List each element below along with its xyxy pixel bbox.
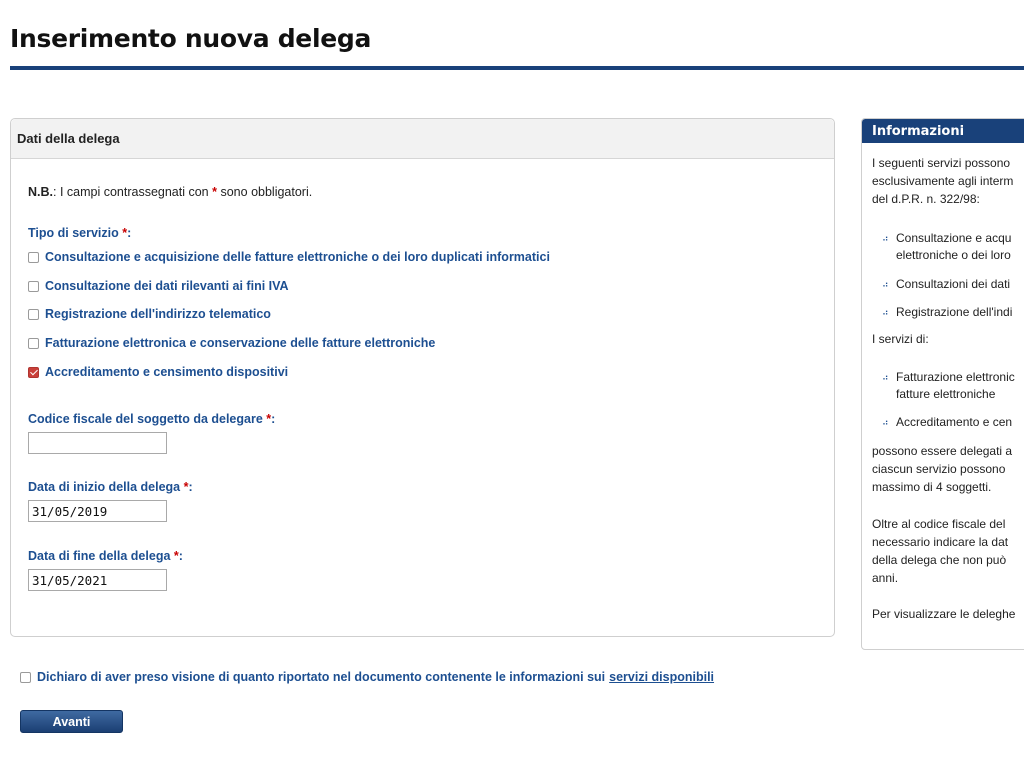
start-date-input[interactable] <box>28 500 167 522</box>
info-item-text: elettroniche o dei loro <box>896 248 1011 262</box>
info-item-text: Consultazioni dei dati <box>896 277 1011 291</box>
service-option-4[interactable] <box>28 336 435 350</box>
service-label-3[interactable]: Registrazione dell'indirizzo telematico <box>45 307 271 321</box>
required-asterisk: * <box>173 549 179 563</box>
service-checkbox-2[interactable] <box>28 281 39 292</box>
info-text: esclusivamente agli interm <box>872 174 1014 188</box>
info-text: I seguenti servizi possono <box>872 156 1011 170</box>
service-label-4[interactable]: Fatturazione elettronica e conservazione delle fatture elettroniche <box>45 336 436 350</box>
page-title: Inserimento nuova delega <box>10 24 372 53</box>
required-asterisk: * <box>183 480 189 494</box>
bullet-icon: ⠴ <box>882 307 889 317</box>
available-services-link[interactable]: servizi disponibili <box>609 670 715 684</box>
info-text: Oltre al codice fiscale del <box>872 517 1006 531</box>
declaration-text[interactable]: Dichiaro di aver preso visione di quanto riportato nel documento contenente le informazioni sui <box>37 670 606 684</box>
service-option-1[interactable] <box>28 250 550 264</box>
declaration-row[interactable] <box>20 670 714 684</box>
fiscal-code-input[interactable] <box>28 432 167 454</box>
info-text: Per visualizzare le deleghe <box>872 607 1016 621</box>
info-item-text: Registrazione dell'indi <box>896 305 1013 319</box>
info-item-text: Fatturazione elettronic <box>896 370 1015 384</box>
info-text: massimo di 4 soggetti. <box>872 480 992 494</box>
info-text: della delega che non può <box>872 553 1007 567</box>
service-label-5[interactable]: Accreditamento e censimento dispositivi <box>45 365 289 379</box>
service-option-5[interactable] <box>28 365 288 379</box>
service-checkbox-4[interactable] <box>28 338 39 349</box>
info-item-text: Consultazione e acqu <box>896 231 1012 245</box>
note-prefix: N.B. <box>28 185 53 199</box>
end-date-label-text: Data di fine della delega <box>28 549 171 563</box>
bullet-icon: ⠴ <box>882 233 889 243</box>
service-checkbox-1[interactable] <box>28 252 39 263</box>
info-text: necessario indicare la dat <box>872 535 1009 549</box>
info-list-item <box>882 304 1012 321</box>
info-list-item <box>882 414 1012 431</box>
declaration-checkbox[interactable] <box>20 672 31 683</box>
info-list-item <box>882 230 1011 247</box>
info-panel <box>861 118 1024 650</box>
info-item-text: Accreditamento e cen <box>896 415 1013 429</box>
service-checkbox-3[interactable] <box>28 309 39 320</box>
end-date-input[interactable] <box>28 569 167 591</box>
delega-form-panel <box>10 118 835 637</box>
info-text: del d.P.R. n. 322/98: <box>872 192 980 206</box>
info-item-text: fatture elettroniche <box>896 387 996 401</box>
info-text: I servizi di: <box>872 332 929 346</box>
info-list-item <box>882 386 995 403</box>
bullet-icon: ⠴ <box>882 372 889 382</box>
fiscal-code-label: Codice fiscale del soggetto da delegare *: <box>28 412 276 426</box>
start-date-label-text: Data di inizio della delega <box>28 480 181 494</box>
note-text-after: sono obbligatori. <box>220 185 313 199</box>
required-asterisk: * <box>212 185 217 199</box>
next-button[interactable]: Avanti <box>20 710 123 733</box>
info-panel-title: Informazioni <box>862 119 1024 143</box>
end-date-label: Data di fine della delega *: <box>28 549 183 563</box>
title-divider <box>10 66 1024 70</box>
info-list-item <box>882 276 1010 293</box>
panel-title: Dati della delega <box>11 119 834 159</box>
service-option-3[interactable] <box>28 307 271 321</box>
required-asterisk: * <box>266 412 272 426</box>
service-type-label-text: Tipo di servizio <box>28 226 119 240</box>
service-option-2[interactable] <box>28 279 289 293</box>
info-text: anni. <box>872 571 899 585</box>
note-text-before: : I campi contrassegnati con <box>53 185 209 199</box>
start-date-label: Data di inizio della delega *: <box>28 480 193 494</box>
service-label-1[interactable]: Consultazione e acquisizione delle fatture elettroniche o dei loro duplicati informatici <box>45 250 550 264</box>
info-text: possono essere delegati a <box>872 444 1013 458</box>
info-text: ciascun servizio possono <box>872 462 1006 476</box>
required-asterisk: * <box>122 226 128 240</box>
service-checkbox-5[interactable] <box>28 367 39 378</box>
required-note <box>28 185 312 199</box>
info-list-item <box>882 369 1015 386</box>
fiscal-code-label-text: Codice fiscale del soggetto da delegare <box>28 412 263 426</box>
service-label-2[interactable]: Consultazione dei dati rilevanti ai fini IVA <box>45 279 289 293</box>
service-type-label: Tipo di servizio *: <box>28 226 132 240</box>
bullet-icon: ⠴ <box>882 279 889 289</box>
bullet-icon: ⠴ <box>882 417 889 427</box>
info-list-item <box>882 247 1011 264</box>
